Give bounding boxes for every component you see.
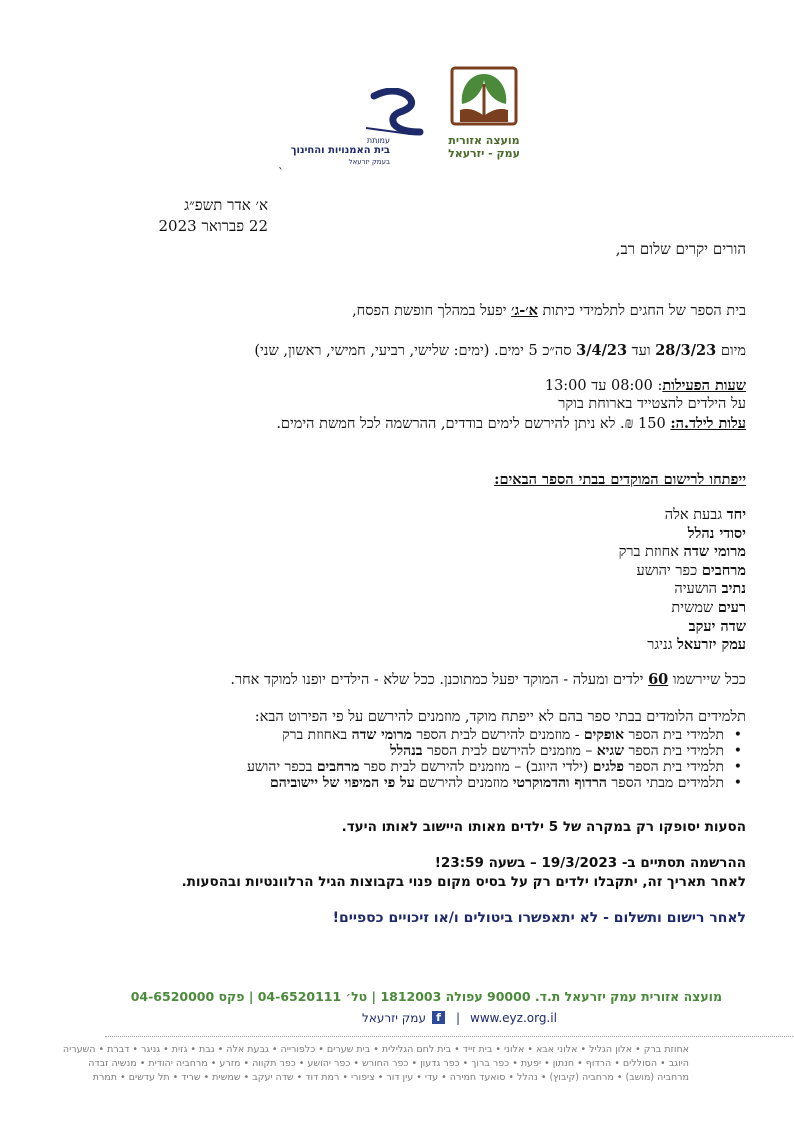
hours-value: : 08:00 עד 13:00 <box>544 378 663 394</box>
org-logo-icon <box>446 66 522 128</box>
org-logo-text-2: עמק - יזרעאל <box>448 147 520 160</box>
deadline-line-2: לאחר תאריך זה, יתקבלו ילדים רק על בסיס מקום פנוי בקבוצות הגיל הרלוונטיות ובהסעות. <box>181 874 746 890</box>
center-item: יסודי נהלל <box>687 524 746 542</box>
footer-links <box>360 1010 730 1028</box>
center-item: שדה יעקב <box>688 617 746 635</box>
facebook-link[interactable]: עמק יזרעאל <box>362 1011 426 1025</box>
minimum-line: ככל שיירשמו 60 ילדים ומעלה - המוקד יפעל כמתוכנן. ככל שלא - הילדים יופנו למוקד אחר. <box>230 671 746 688</box>
org-logo-text-1: מועצה אזורית <box>448 134 520 147</box>
center-item: עמק יזרעאל גניגר <box>647 636 746 654</box>
dates-from: 28/3/23 <box>655 342 717 359</box>
food-line: על הילדים להצטייד בארוחת בוקר <box>558 396 746 412</box>
list-item: • תלמידי בית הספר שגיא – מוזמנים להירשם לבית הספר בנהלל <box>46 743 746 759</box>
others-intro: תלמידים הלומדים בבתי ספר בהם לא ייפתח מוקד, מוזמנים להירשם על פי הפירוט הבא: <box>254 709 746 725</box>
partner-logo <box>280 88 430 168</box>
towns-line-1: אחוזת ברק • אלון הגליל • אלוני אבא • אלוני • בית זייד • בית לחם הגלילית • בית שערים • כלפורייה • גבעת אלה • גבת • גזית • גניגר • דברת • השעריה <box>62 1044 689 1055</box>
website-link[interactable]: www.eyz.org.il <box>470 1011 557 1025</box>
towns-line-3: מרחביה (מושב) • מרחביה (קיבוץ) • נהלל • סואעד חמירה • עדי • עין דור • ציפורי • רמת דוד • שדה יעקב • שמשית • שריד • תל עדשים • תמרת <box>92 1072 689 1083</box>
list-item: • תלמידים מבתי הספר הרדוף והדמוקרטי מוזמנים להירשם על פי המיפוי של יישוביהם <box>46 775 746 791</box>
org-logo <box>446 66 522 166</box>
partner-logo-icon <box>366 88 426 138</box>
intro-part1: בית הספר של החגים לתלמידי כיתות <box>537 303 746 319</box>
center-item: יחד גבעת אלה <box>664 506 746 523</box>
list-item: • תלמידי בית הספר פלגים (ילדי היוגב) – מוזמנים להירשם לבית ספר מרחבים בכפר יהושע <box>46 759 746 775</box>
footer-separator: | <box>456 1011 461 1025</box>
hebrew-date: א׳ אדר תשפ״ג <box>184 196 268 214</box>
partner-logo-text-1: עמותת <box>366 136 390 145</box>
no-refund-note: לאחר רישום ותשלום - לא יתאפשרו ביטולים ו/או זיכויים כספיים! <box>332 910 746 926</box>
footer-address: מועצה אזורית עמק יזרעאל ת.ד. 90000 עפולה 1812003 | טל׳ 04-6520111 | פקס 04-6520000 <box>130 989 722 1004</box>
dates-from-label: מיום <box>716 343 746 359</box>
intro-part2: יפעל במהלך חופשת הפסח, <box>352 303 512 319</box>
center-item: רעים שמשית <box>671 598 746 616</box>
cost-label: עלות לילד.ה: <box>670 415 746 432</box>
dates-mid: ועד <box>627 343 656 359</box>
intro-line <box>46 302 746 320</box>
tick-mark: ` <box>278 166 284 180</box>
deadline-line-1: ההרשמה תסתיים ב- 19/3/2023 – בשעה 23:59! <box>434 855 746 871</box>
cost-line <box>46 415 746 433</box>
partner-logo-text-3: בעמק יזרעאל <box>348 158 390 166</box>
gregorian-date: 22 פברואר 2023 <box>158 217 268 235</box>
towns-line-2: היוגב • הסוללים • הרדוף • חנתון • יפעת • כפר ברוך • כפר גדעון • כפר החורש • כפר יהושע • כפר תקווה • מזרע • מרחביה יהודית • מנשיה זבדה <box>88 1058 689 1069</box>
transport-note: הסעות יסופקו רק במקרה של 5 ילדים מאותו היישוב לאותו היעד. <box>341 819 746 835</box>
dates-rest: סה״כ 5 ימים. (ימים: שלישי, רביעי, חמישי, ראשון, שני) <box>254 343 577 359</box>
list-item: • תלמידי בית הספר אופקים - מוזמנים להירשם לבית הספר מרומי שדה באחוזת ברק <box>46 727 746 743</box>
footer-divider <box>105 1036 794 1037</box>
facebook-icon[interactable]: f <box>432 1011 445 1024</box>
hours-line <box>46 377 746 395</box>
cost-value: 150 ₪. לא ניתן להירשם לימים בודדים, ההרשמה לכל חמשת הימים. <box>276 416 671 432</box>
intro-grades: א׳-ג׳ <box>511 302 538 319</box>
dates-to: 3/4/23 <box>576 342 628 359</box>
center-item: נתיב הושעיה <box>674 580 746 598</box>
hours-label: שעות הפעילות <box>662 377 746 394</box>
partner-logo-text-2: בית האמנויות והחינוך <box>290 145 390 156</box>
greeting: הורים יקרים שלום רב, <box>615 240 746 258</box>
others-list <box>46 727 746 791</box>
centers-list <box>346 506 746 655</box>
dates-line <box>46 342 746 360</box>
center-item: מרומי שדה אחוזת ברק <box>618 543 746 561</box>
center-item: מרחבים כפר יהושע <box>636 561 746 579</box>
minimum-number: 60 <box>648 671 669 688</box>
centers-heading: ייפתחו לרישום המוקדים בבתי הספר הבאים: <box>494 471 746 488</box>
